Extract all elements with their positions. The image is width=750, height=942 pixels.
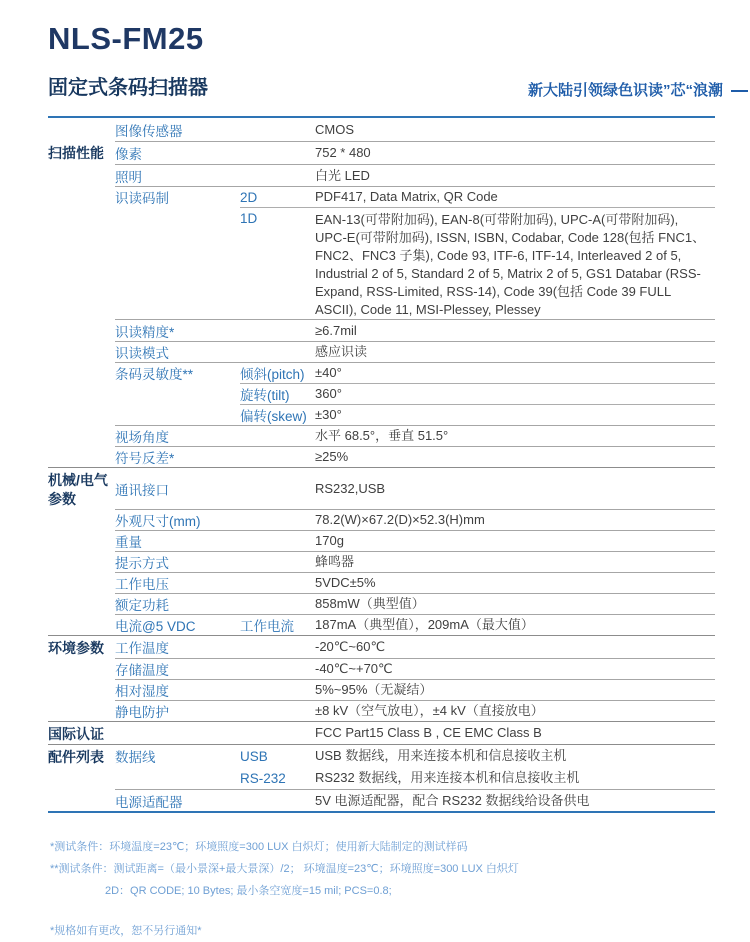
spec-row <box>48 744 715 767</box>
spec-sub-label <box>240 319 315 341</box>
spec-attr-label: 电源适配器 <box>115 789 240 811</box>
spec-attr-label: 通讯接口 <box>115 467 240 509</box>
spec-group-label <box>48 789 115 811</box>
spec-value: ±30° <box>315 404 715 425</box>
spec-attr-label <box>115 207 240 319</box>
brand-tagline-text: 新大陆引领绿色识读”芯“浪潮 <box>527 82 723 99</box>
spec-row <box>48 207 715 319</box>
spec-row <box>48 319 715 341</box>
spec-row <box>48 721 715 744</box>
spec-group-label: 扫描性能 <box>48 145 104 161</box>
spec-group-label <box>48 164 115 186</box>
spec-table <box>48 116 715 813</box>
spec-sub-label: 2D <box>240 186 315 207</box>
spec-row <box>48 446 715 467</box>
spec-attr-label: 额定功耗 <box>115 593 240 614</box>
spec-attr-label: 相对湿度 <box>115 679 240 700</box>
spec-group-label: 国际认证 <box>48 721 115 744</box>
spec-group-label <box>48 679 115 700</box>
spec-value: -20℃~60℃ <box>315 635 715 658</box>
spec-value: PDF417, Data Matrix, QR Code <box>315 186 715 207</box>
datasheet-page <box>0 20 750 937</box>
spec-value: ≥6.7mil <box>315 319 715 341</box>
spec-value: ≥25% <box>315 446 715 467</box>
spec-row <box>48 141 715 164</box>
spec-sub-label <box>240 341 315 362</box>
spec-attr-label: 数据线 <box>115 744 240 767</box>
footnote-line: 2D：QR CODE; 10 Bytes; 最小条空宽度=15 mil; PCS=0.8; <box>105 885 392 897</box>
spec-row <box>48 509 715 530</box>
spec-row <box>48 467 715 509</box>
footnote-line: **测试条件：测试距离=（最小景深+最大景深）/2； 环境温度=23℃；环境照度=300 LUX 白炽灯 <box>50 863 519 875</box>
spec-value: 858mW（典型值） <box>315 593 715 614</box>
spec-group-label: 机械/电气参数 <box>48 467 115 509</box>
spec-group-label <box>48 319 115 341</box>
tagline-dash-rule <box>731 90 748 92</box>
spec-sub-label <box>240 509 315 530</box>
spec-attr-label: 识读模式 <box>115 341 240 362</box>
subheader <box>48 75 748 101</box>
spec-sub-label <box>240 572 315 593</box>
spec-value: ±8 kV（空气放电），±4 kV（直接放电） <box>315 700 715 721</box>
spec-attr-label: 识读精度* <box>115 319 240 341</box>
spec-attr-label: 符号反差* <box>115 446 240 467</box>
spec-value: RS232,USB <box>315 467 715 509</box>
spec-group-label <box>48 700 115 721</box>
spec-sub-label <box>240 141 315 164</box>
spec-sub-label: USB <box>240 744 315 767</box>
spec-row <box>48 341 715 362</box>
spec-sub-label <box>240 446 315 467</box>
spec-attr-label <box>115 721 240 744</box>
spec-attr-label: 像素 <box>115 141 240 164</box>
spec-row <box>48 635 715 658</box>
spec-sub-label <box>240 467 315 509</box>
spec-row <box>48 383 715 404</box>
spec-sub-label: 旋转(tilt) <box>240 383 315 404</box>
spec-value: 白光 LED <box>315 164 715 186</box>
spec-group-label: 环境参数 <box>48 635 115 658</box>
spec-value: 752 * 480 <box>315 141 715 164</box>
spec-row <box>48 425 715 446</box>
spec-group-label <box>48 186 115 207</box>
spec-row <box>48 789 715 811</box>
spec-group-label <box>48 118 115 141</box>
spec-group-label <box>48 341 115 362</box>
disclaimer-note: *规格如有更改，恕不另行通知* <box>50 925 202 937</box>
spec-row <box>48 593 715 614</box>
spec-row <box>48 530 715 551</box>
spec-group-label <box>48 207 115 319</box>
spec-attr-label: 电流@5 VDC <box>115 614 240 635</box>
spec-sub-label <box>240 635 315 658</box>
spec-value: EAN-13(可带附加码), EAN-8(可带附加码), UPC-A(可带附加码), UPC-E(可带附加码), ISSN, ISBN, Codabar, Code 128(包括 FNC1、FNC2、FNC3 子集), Code 93, ITF-6, ITF-14, Interleaved 2 of 5, Industrial 2 of 5, Standard 2 of 5, Matrix 2 of 5, GS1 Databar (RSS-Expand, RSS-Limited, RSS-14), Code 39(包括 Code 39 FULL ASCII), Code 11, MSI-Plessey, Plessey <box>315 207 715 319</box>
spec-value: 水平 68.5°，垂直 51.5° <box>315 425 715 446</box>
spec-value: 蜂鸣器 <box>315 551 715 572</box>
product-title: NLS-FM25 <box>48 21 204 56</box>
spec-value: RS232 数据线，用来连接本机和信息接收主机 <box>315 770 580 785</box>
spec-attr-label <box>115 383 240 404</box>
footnotes <box>50 836 715 902</box>
spec-group-label <box>48 572 115 593</box>
spec-value: 187mA（典型值），209mA（最大值） <box>315 614 715 635</box>
spec-attr-label: 外观尺寸(mm) <box>115 509 240 530</box>
spec-sub-label: 倾斜(pitch) <box>240 362 315 383</box>
spec-value: 5%~95%（无凝结） <box>315 679 715 700</box>
spec-row <box>48 404 715 425</box>
spec-group-label <box>48 404 115 425</box>
spec-row <box>48 658 715 679</box>
brand-tagline <box>528 81 748 101</box>
spec-attr-label: 条码灵敏度** <box>115 362 240 383</box>
product-subtitle: 固定式条码扫描器 <box>48 77 208 99</box>
spec-sub-label <box>240 118 315 141</box>
spec-attr-label <box>115 404 240 425</box>
spec-group-label <box>48 383 115 404</box>
spec-attr-label: 工作电压 <box>115 572 240 593</box>
spec-value: 感应识读 <box>315 341 715 362</box>
spec-row <box>48 362 715 383</box>
spec-row <box>48 679 715 700</box>
spec-value: 5V 电源适配器，配合 RS232 数据线给设备供电 <box>315 789 715 811</box>
spec-row <box>48 767 715 789</box>
spec-sub-label: 工作电流 <box>240 614 315 635</box>
spec-value: CMOS <box>315 121 354 137</box>
spec-group-label <box>48 446 115 467</box>
spec-sub-label <box>240 530 315 551</box>
spec-value: -40℃~+70℃ <box>315 658 715 679</box>
spec-attr-label <box>115 767 240 789</box>
spec-group-label <box>48 658 115 679</box>
spec-value: 5VDC±5% <box>315 572 715 593</box>
spec-sub-label <box>240 658 315 679</box>
spec-group-label <box>48 509 115 530</box>
spec-value: USB 数据线，用来连接本机和信息接收主机 <box>315 744 715 767</box>
spec-attr-label: 照明 <box>115 164 240 186</box>
spec-sub-label <box>240 164 315 186</box>
spec-attr-label: 工作温度 <box>115 635 240 658</box>
spec-sub-label: 1D <box>240 207 315 319</box>
spec-group-label <box>48 425 115 446</box>
spec-group-label <box>48 362 115 383</box>
spec-row <box>48 186 715 207</box>
spec-value: 170g <box>315 530 715 551</box>
spec-group-label <box>48 767 115 789</box>
spec-row <box>48 118 715 141</box>
spec-sub-label <box>240 593 315 614</box>
spec-sub-label <box>240 679 315 700</box>
spec-group-label <box>48 530 115 551</box>
spec-value: 78.2(W)×67.2(D)×52.3(H)mm <box>315 509 715 530</box>
spec-attr-label: 重量 <box>115 530 240 551</box>
spec-row <box>48 551 715 572</box>
spec-group-label: 配件列表 <box>48 744 115 767</box>
spec-attr-label: 提示方式 <box>115 551 240 572</box>
spec-attr-label: 存储温度 <box>115 658 240 679</box>
spec-sub-label <box>240 789 315 811</box>
spec-sub-label: RS-232 <box>240 770 286 786</box>
spec-row <box>48 164 715 186</box>
spec-attr-label: 视场角度 <box>115 425 240 446</box>
spec-sub-label <box>240 700 315 721</box>
spec-attr-label: 图像传感器 <box>115 123 183 139</box>
spec-sub-label <box>240 551 315 572</box>
spec-attr-label: 静电防护 <box>115 700 240 721</box>
spec-row <box>48 700 715 721</box>
spec-group-label <box>48 551 115 572</box>
footnote-line: *测试条件：环境温度=23℃；环境照度=300 LUX 白炽灯；使用新大陆制定的测试样码 <box>50 841 468 853</box>
spec-sub-label <box>240 425 315 446</box>
spec-value: ±40° <box>315 362 715 383</box>
spec-group-label <box>48 614 115 635</box>
spec-row <box>48 614 715 635</box>
spec-group-label <box>48 593 115 614</box>
spec-attr-label: 识读码制 <box>115 186 240 207</box>
spec-sub-label: 偏转(skew) <box>240 404 315 425</box>
spec-sub-label <box>240 721 315 744</box>
spec-row <box>48 572 715 593</box>
spec-value: 360° <box>315 383 715 404</box>
spec-value: FCC Part15 Class B , CE EMC Class B <box>315 721 715 744</box>
